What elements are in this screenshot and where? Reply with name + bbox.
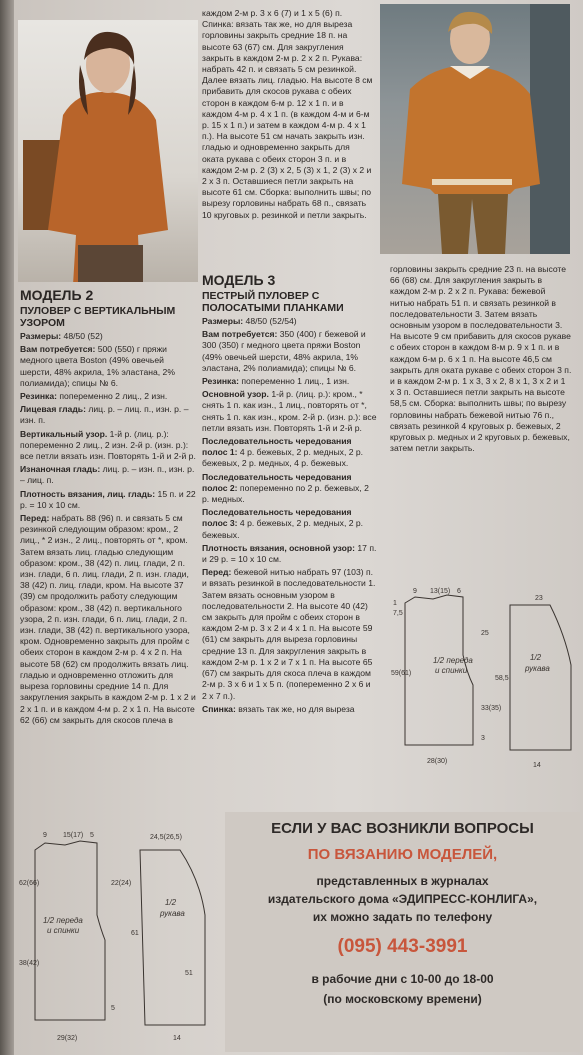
model-3-back: Спинка: вязать так же, но для выреза (202, 703, 355, 714)
ad-line-7: в рабочие дни с 10-00 до 18-00 (311, 972, 494, 986)
dim-61: 61 (131, 930, 139, 937)
model-2-continuation-text (202, 8, 374, 223)
dim-7-5: 7,5 (393, 610, 403, 617)
sleeve-label-1: 1/2 (530, 653, 542, 662)
dim-9: 9 (413, 588, 417, 595)
dim-23: 23 (535, 595, 543, 602)
dim-59-61: 59(61) (391, 670, 412, 677)
sleeve-label-1: 1/2 (165, 898, 177, 907)
model-3-back-sleeves-text: горловины закрыть средние 23 п. на высоте 66 (68) см. Для закругления закрыть в каждом 2-м р. 2 x 2 п. Рукава: бежевой нитью набрать 51 п. и связать резинкой в последовательности 3. Затем вязать основным узором в последовательности 3. На высоте 9 см прибавить для скосов рукаве с обеих сторон в каждом 8-м р. 9 x 1 п. и в каждом 6-м р. 6 x 1 п. На высоте 46,5 см закрыть для оката рукаве с обеих сторон 3 п. и в каждом 2-м р. 1 x 3, 3 x 2, 8 x 1, 3 x 2 и 1 x 3 п. Оставшиеся петли закрыть на высоте 58,5 см. Сборка: выполнить швы; по вырезу горловины набрать бежевой нитью 76 п., связать резинкой 4 круговых р. бежевых, 2 круговых р. медных и 2 круговых р. бежевых, затем петли закрыть. (390, 264, 572, 454)
dim-28-30: 28(30) (427, 758, 448, 765)
model-2-photo (18, 20, 198, 282)
model-3-materials: Вам потребуется: 350 (400) г бежевой и 300 (350) г медного цвета пряжи Boston (49% овечьей шерсти, 48% акрила, 1% эластана, 2% полиамида); спицы № 6. (202, 329, 366, 373)
model-2-density: Плотность вязания, лиц. гладь: 15 п. и 22 р. = 10 x 10 см. (20, 488, 196, 510)
dim-29-32: 29(32) (57, 1035, 78, 1042)
model-3-title: МОДЕЛЬ 3 (202, 272, 276, 288)
dim-62-66: 62(66) (19, 880, 40, 887)
dim-58-5: 58,5 (495, 675, 509, 682)
dim-3: 3 (481, 735, 485, 742)
ad-phone-number: (095) 443-3991 (337, 936, 468, 957)
ad-line-8: (по московскому времени) (323, 992, 482, 1006)
model-2-text-column (20, 287, 198, 728)
ad-line-5: их можно задать по телефону (312, 910, 493, 924)
model-3-sizes: Размеры: 48/50 (52/54) (202, 316, 297, 326)
dim-5-bottom: 5 (111, 1005, 115, 1012)
front-label-2: и спинки (435, 666, 468, 675)
dim-14: 14 (173, 1035, 181, 1042)
sleeve-label-2: рукава (525, 664, 550, 673)
dim-5: 5 (90, 832, 94, 839)
model-2-front: Перед: набрать 88 (96) п. и связать 5 см резинкой следующим образом: кром., 2 лиц., * 2 изн., 2 лиц., повторять от *, кром. Затем вязать лиц. гладью следующим образом: кром., 38 (42) п. лиц. глади, 2 п. изн. глади, 6 п. лиц. глади, 2 п. изн. глади, 38 (42) п. лиц. глади, кром. На высоте 37 (39) см продолжить работу следующим образом: кром., 38 (42) п. вертикального узора, 2 п. изн. глади, 6 п. лиц. глади, 2 п. изн. глади, 38 (42) п. вертикального узора, кром. Одновременно закрыть для пройм с обеих сторон в каждом 2-м р. 4 x 2 п. На высоте 58 (62) см продолжить вязать лиц. гладью и одновременно отложить для выреза горловины средние 14 п. Для закругления закрыть в каждом 2-м р. 1 x 2 и 2 x 1 п. и в каждом 4-м р. 2 x 1 п. На высоте 62 (66) см закрыть для скосов плеча в (20, 513, 196, 725)
model-2-rib: Резинка: попеременно 2 лиц., 2 изн. (20, 391, 168, 402)
dim-13-15: 13(15) (430, 588, 451, 595)
model-2-subtitle: ПУЛОВЕР С ВЕРТИКАЛЬНЫМ УЗОРОМ (20, 305, 176, 329)
dim-22-24: 22(24) (111, 880, 132, 887)
dim-24-5-26-5: 24,5(26,5) (150, 834, 182, 841)
ad-line-3: представленных в журналах (316, 874, 489, 888)
dim-6: 6 (457, 588, 461, 595)
questions-ad-block (225, 812, 580, 1052)
model-3-sequence-1: Последовательность чередования полос 1: 4 р. бежевых, 2 р. медных, 2 р. бежевых, 2 р. медных, 4 р. бежевых. (202, 436, 364, 469)
model-2-face-stitch: Лицевая гладь: лиц. р. – лиц. п., изн. р. – изн. п. (20, 404, 189, 426)
front-label-1: 1/2 переда (433, 656, 473, 665)
model-2-vertical-pattern: Вертикальный узор. 1-й р. (лиц. р.): попеременно 2 лиц., 2 изн. 2-й р. (изн. р.): все петли вязать изн. Повторять 1-й и 2-й р. (20, 428, 196, 462)
model-3-subtitle: ПЕСТРЫЙ ПУЛОВЕР С ПОЛОСАТЫМИ ПЛАНКАМИ (202, 290, 344, 314)
model-2-sizes: Размеры: 48/50 (52) (20, 331, 103, 341)
model-3-pattern-diagram (385, 585, 581, 775)
ad-line-2: ПО ВЯЗАНИЮ МОДЕЛЕЙ, (307, 846, 498, 863)
model-2-purl-stitch: Изнаночная гладь: лиц. р. – изн. п., изн. р. – лиц. п. (20, 464, 195, 486)
dim-25: 25 (481, 630, 489, 637)
dim-9: 9 (43, 832, 47, 839)
sleeve-label-2: рукава (160, 909, 185, 918)
dim-15-17: 15(17) (63, 832, 84, 839)
ad-line-4: издательского дома «ЭДИПРЕСС-КОНЛИГА», (267, 892, 538, 906)
model-3-sequence-3: Последовательность чередования полос 3: 4 р. бежевых, 2 р. медных, 2 р. бежевых. (202, 507, 364, 540)
model-3-text-column (202, 272, 377, 717)
model-2-back-sleeves-text: каждом 2-м р. 3 x 6 (7) и 1 x 5 (6) п. Спинка: вязать так же, но для выреза горловины закрыть средние 18 п. на высоте 63 (67) см. Для закругления закрыть в каждом 2-м р. 2 x 2 п. Рукава: набрать 42 п. и связать 5 см резинкой. Далее вязать лиц. гладью. На высоте 8 см прибавить для скосов рукава с обеих сторон в каждом 6-м р. 12 x 1 п. и в каждом 4-м р. 4 x 1 п. (в каждом 4-м и 6-м р. 15 x 1 п.) и затем в каждом 4-м р. 4 x 1 п.). На высоте 51 см начать закрыть изн. гладью и одновременно закрыть для оката рукава с обеих сторон 3 п. и в каждом 2-м р. 2 (3) x 2, 5 (3) x 1, 2 (3) x 2 и 2 x 3 п. Оставшиеся петли закрыть на высоте 61 см. Сборка: выполнить швы; по вырезу горловины набрать 68 п., связать 10 круговых р. резинкой и петли закрыть. (202, 8, 373, 220)
front-label-1: 1/2 переда (43, 916, 83, 925)
front-label-2: и спинки (47, 926, 80, 935)
model-2-title: МОДЕЛЬ 2 (20, 287, 94, 303)
model-2-materials: Вам потребуется: 500 (550) г пряжи медного цвета Boston (49% овечьей шерсти, 48% акрила, 1% эластана, 2% полиамида); спицы № 6. (20, 344, 175, 388)
dim-38-42: 38(42) (19, 960, 40, 967)
model-2-pattern-diagram (15, 825, 220, 1050)
dim-33-35: 33(35) (481, 705, 502, 712)
model-3-photo (380, 4, 570, 254)
page-spine-shadow (0, 0, 14, 1055)
model-3-sequence-2: Последовательность чередования полос 2: попеременно по 2 р. бежевых, 2 р. медных. (202, 471, 369, 505)
model-3-front: Перед: бежевой нитью набрать 97 (103) п. и вязать резинкой в последовательности 1. Затем вязать основным узором в последовательности 2. На высоте 40 (42) см закрыть для пройм с обеих сторон в каждом 2-м р. 3 x 2 и 4 x 1 п. На высоте 59 (61) см закрыть для выреза горловины средние 13 п. Для закругления закрыть в каждом 2-м р. 1 x 2 и 7 x 1 п. На высоте 65 (67) см закрыть для скоса плеча в каждом 2-м р. 3 x 6 и 1 x 5 п. (попеременно 2 x 6 и 2 x 7 п.). (202, 567, 376, 701)
model-3-density: Плотность вязания, основной узор: 17 п. и 29 р. = 10 x 10 см. (202, 542, 377, 565)
model-3-continuation-text (390, 264, 572, 456)
model-3-rib: Резинка: попеременно 1 лиц., 1 изн. (202, 376, 350, 387)
model-3-main-pattern: Основной узор. 1-й р. (лиц. р.): кром., * снять 1 п. как изн., 1 лиц., повторять от *, снять 1 п. как изн., кром. 2-й р. (изн. р.): все петли вязать изн. Повторять 1-й и 2-й р. (202, 389, 377, 433)
ad-line-1: ЕСЛИ У ВАС ВОЗНИКЛИ ВОПРОСЫ (271, 820, 534, 837)
dim-51: 51 (185, 970, 193, 977)
dim-14: 14 (533, 762, 541, 769)
dim-1: 1 (393, 600, 397, 607)
